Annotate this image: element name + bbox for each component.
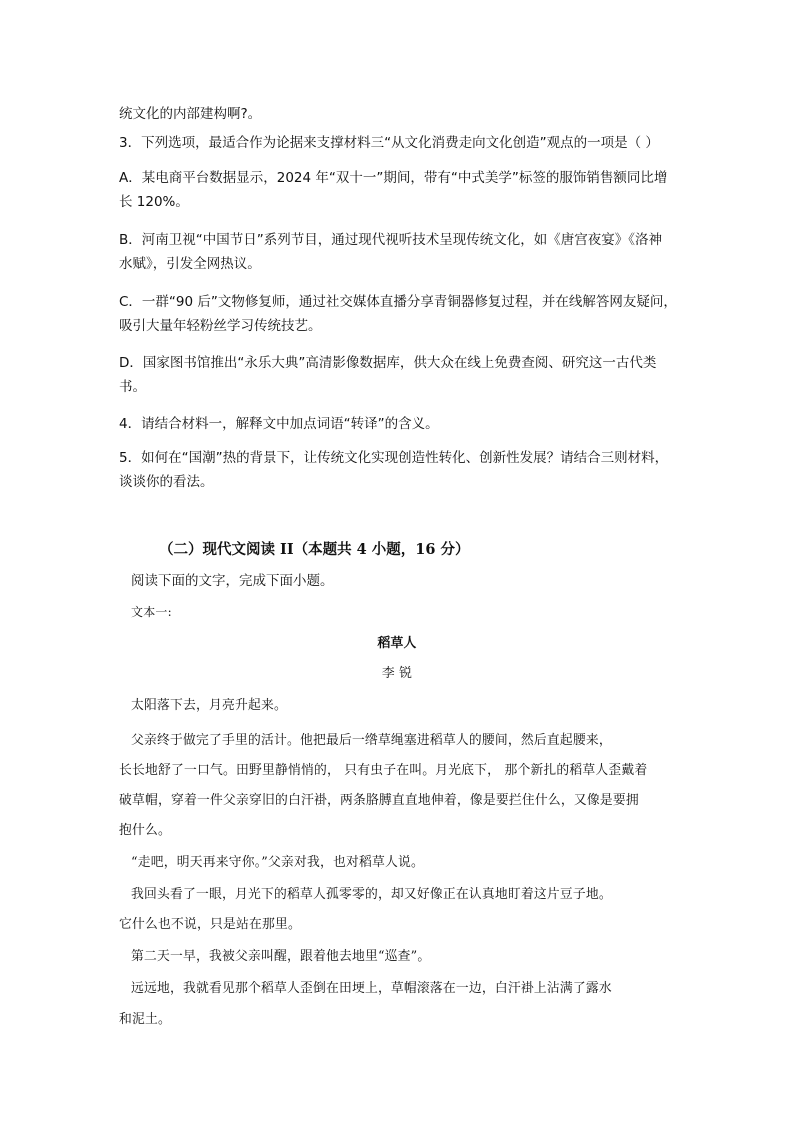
question-5: 5．如何在“国潮”热的背景下，让传统文化实现创造性转化、创新性发展？请结合三则材料， (119, 450, 669, 466)
story-title: 稻草人 (377, 636, 417, 651)
question-3-option-a-cont: 长 120%。 (119, 194, 189, 210)
question-5-cont: 谈谈你的看法。 (119, 474, 214, 490)
question-4: 4．请结合材料一，解释文中加点词语“转译”的含义。 (119, 416, 439, 432)
question-3-option-b: B．河南卫视“中国节日”系列节目，通过现代视听技术呈现传统文化，如《唐宫夜宴》《洛神 (119, 232, 662, 248)
story-paragraph: “走吧，明天再来守你。”父亲对我，也对稻草人说。 (131, 855, 425, 870)
question-3-option-d-cont: 书。 (119, 379, 146, 395)
story-paragraph: 第二天一早，我被父亲叫醒，跟着他去地里“巡查”。 (131, 949, 431, 964)
story-paragraph-cont: 和泥土。 (119, 1012, 171, 1027)
previous-passage-tail: 统文化的内部建构啊?。 (119, 106, 262, 122)
story-paragraph-cont: 它什么也不说，只是站在那里。 (119, 917, 301, 932)
text-label: 文本一: (131, 605, 172, 619)
story-paragraph: 太阳落下去，月亮升起来。 (131, 698, 287, 713)
question-3-option-c: C．一群“90 后”文物修复师，通过社交媒体直播分享青铜器修复过程，并在线解答网友疑问， (119, 294, 677, 310)
section-instruction: 阅读下面的文字，完成下面小题。 (131, 573, 334, 589)
question-3-option-a: A．某电商平台数据显示，2024 年“双十一”期间，带有“中式美学”标签的服饰销售额同比增 (119, 170, 668, 186)
story-paragraph-cont: 长长地舒了一口气。田野里静悄悄的， 只有虫子在叫。月光底下， 那个新扎的稻草人歪戴着 (119, 763, 648, 778)
question-3-option-b-cont: 水赋》，引发全网热议。 (119, 256, 261, 272)
section-heading: （二）现代文阅读 II（本题共 4 小题，16 分） (159, 541, 470, 558)
story-paragraph-cont: 抱什么。 (119, 823, 171, 838)
story-paragraph-cont: 破草帽，穿着一件父亲穿旧的白汗褂，两条胳膊直直地伸着，像是要拦住什么，又像是要拥 (119, 793, 639, 808)
story-paragraph: 父亲终于做完了手里的活计。他把最后一绺草绳塞进稻草人的腰间，然后直起腰来， (131, 733, 612, 748)
story-paragraph: 我回头看了一眼，月光下的稻草人孤零零的，却又好像正在认真地盯着这片豆子地。 (131, 887, 612, 902)
story-paragraph: 远远地，我就看见那个稻草人歪倒在田埂上，草帽滚落在一边，白汗褂上沾满了露水 (131, 981, 612, 996)
question-3-option-c-cont: 吸引大量年轻粉丝学习传统技艺。 (119, 318, 322, 334)
story-author: 李 锐 (381, 666, 413, 681)
question-3-stem: 3．下列选项，最适合作为论据来支撑材料三“从文化消费走向文化创造”观点的一项是（ ） (119, 135, 659, 151)
question-3-option-d: D．国家图书馆推出“永乐大典”高清影像数据库，供大众在线上免费查阅、研究这一古代类 (119, 355, 657, 371)
